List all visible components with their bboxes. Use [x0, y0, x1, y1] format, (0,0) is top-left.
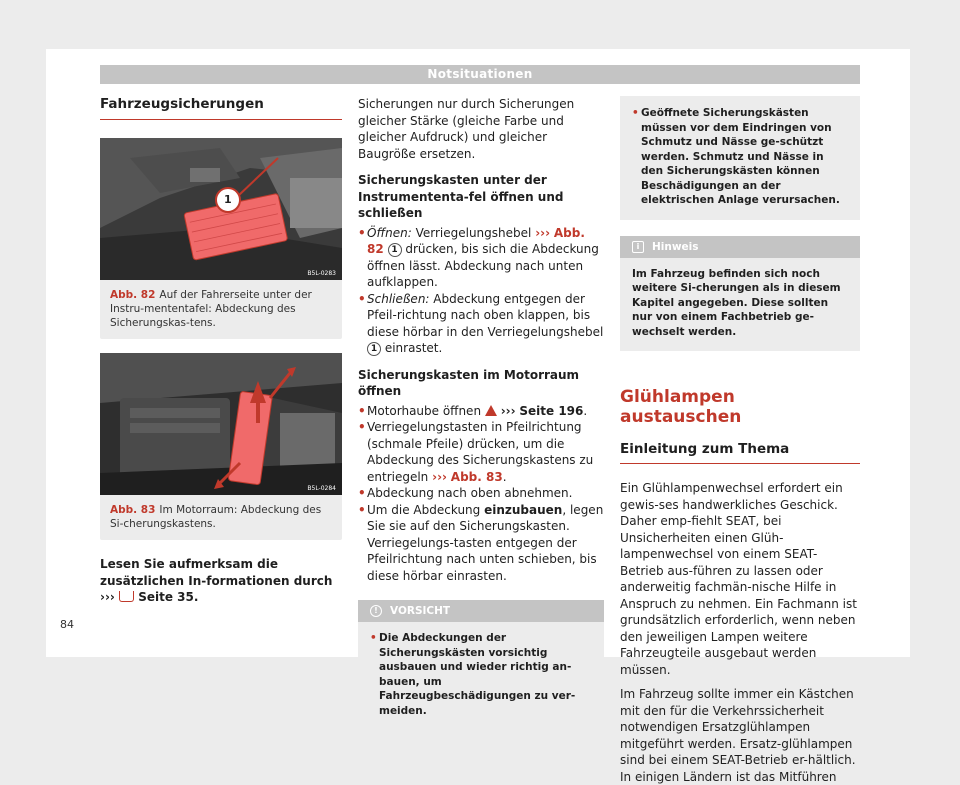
- body-paragraph: Ein Glühlampenwechsel erfordert ein gewis-ses handwerkliches Geschick. Daher emp-fiehlt SEAT, bei Unsicherheiten einen Glüh-lampenwechsel von einem SEAT-Betrieb aus-führen zu lassen oder anderweitig fachmän-nische Hilfe in Anspruch zu nehmen. Ein Fachmann ist grundsätzlich erforderlich, wenn neben den jeweiligen Lampen weitere Fahrzeugteile ausgebaut werden müssen.: [620, 481, 857, 677]
- chapter-header: [100, 65, 860, 84]
- caution-title: VORSICHT: [390, 605, 451, 617]
- page-link[interactable]: Seite 35: [138, 590, 194, 604]
- figure-label: Abb. 82: [110, 289, 156, 301]
- arrow-glyph: ›››: [100, 590, 115, 604]
- book-icon: [119, 591, 134, 602]
- step-close: [358, 291, 604, 357]
- step-install: [358, 502, 604, 585]
- step-text: Um die Abdeckung: [367, 502, 481, 517]
- figure-83: [100, 353, 342, 540]
- punctuation: .: [502, 469, 507, 484]
- punctuation: .: [583, 403, 588, 418]
- caution-box: [358, 600, 604, 730]
- hint-text: Im Fahrzeug befinden sich noch weitere Si-cherungen als in diesem Kapitel angegeben. Diese sollten nur von einem Fachbetrieb ge-wechselt werden.: [632, 267, 841, 338]
- read-more-note: [100, 556, 342, 606]
- read-more-text: Lesen Sie aufmerksam die zusätzlichen In-formationen durch: [100, 557, 333, 588]
- chapter-subtitle: Einleitung zum Thema: [620, 441, 860, 464]
- chapter-header-title: Notsituationen: [427, 67, 533, 81]
- arrow-glyph: ›››: [432, 469, 447, 484]
- caution-item: • Die Abdeckungen der Sicherungskästen vorsichtig ausbauen und wieder richtig an-bauen, um Fahrzeugbeschädigungen zu ver-meiden.: [370, 631, 592, 718]
- fuse-box-engine-photo: [100, 353, 342, 495]
- arrow-glyph: ›››: [535, 225, 551, 240]
- step-emphasis: einzubauen: [484, 502, 563, 517]
- caution-body: [358, 622, 604, 730]
- warning-triangle-icon: [485, 405, 497, 416]
- figure-link[interactable]: Abb. 83: [450, 469, 503, 484]
- figure-caption: [100, 495, 342, 540]
- caution-header: [358, 600, 604, 622]
- figure-code: B5L-0283: [307, 270, 336, 277]
- hint-body: [620, 258, 860, 352]
- heading-engine-fusebox: Sicherungskasten im Motorraum öffnen: [358, 367, 580, 398]
- arrow-glyph: ›››: [500, 403, 516, 418]
- figure-label: Abb. 83: [110, 504, 156, 516]
- step-term: Öffnen:: [367, 225, 412, 240]
- step-term: Schließen:: [367, 291, 430, 306]
- page-link[interactable]: Seite 196: [519, 403, 584, 418]
- hint-title: Hinweis: [652, 240, 699, 253]
- step-hood: [358, 403, 604, 420]
- caution-item: • Geöffnete Sicherungskästen müssen vor dem Eindringen von Schmutz und Nässe ge-schützt werden. Schmutz und Nässe in den Sicherungskästen können Beschädigungen an der elektrischen Anlage verursachen.: [632, 106, 848, 208]
- figure-82: [100, 138, 342, 339]
- step-text: drücken, bis sich die Abdeckung öffnen lässt. Abdeckung nach unten aufklappen.: [367, 242, 599, 289]
- step-text: Verriegelungstasten in Pfeilrichtung (schmale Pfeile) drücken, um die Abdeckung des Sicherungskastens zu entriegeln: [367, 420, 594, 484]
- right-column: [620, 96, 860, 785]
- body-paragraph: Im Fahrzeug sollte immer ein Kästchen mit den für die Verkehrssicherheit notwendigen Ersatzglühlampen mitgeführt werden. Ersatz-glühlampen sind bei einem SEAT-Betrieb er-hältlich. In einigen Ländern ist das Mitführen: [620, 687, 856, 784]
- section-title: Fahrzeugsicherungen: [100, 96, 342, 120]
- figure-link[interactable]: Abb. 82: [367, 225, 585, 256]
- fuse-box-dashboard-photo: [100, 138, 342, 280]
- figure-code: B5L-0284: [307, 485, 336, 492]
- hint-header: [620, 236, 860, 258]
- info-icon: i: [632, 241, 644, 253]
- figure-caption: [100, 280, 342, 339]
- figure-text: Im Motorraum: Abdeckung des Si-cherungskastens.: [110, 504, 322, 530]
- steps-dashboard: [358, 225, 604, 357]
- left-column: [100, 96, 342, 606]
- steps-engine: [358, 403, 604, 585]
- step-text: Abdeckung entgegen der Pfeil-richtung nach oben klappen, bis diese hörbar in den Verriegelungshebel: [367, 291, 604, 339]
- step-remove: • Abdeckung nach oben abnehmen.: [358, 485, 604, 502]
- callout-number: 1: [388, 243, 402, 257]
- page-number: 84: [60, 618, 74, 631]
- heading-dashboard-fusebox: Sicherungskasten unter der Instrumententa-fel öffnen und schließen: [358, 173, 564, 220]
- caution-body: [620, 96, 860, 220]
- step-text: Motorhaube öffnen: [367, 403, 482, 418]
- caution-box-continued: [620, 96, 860, 220]
- figure-text: Auf der Fahrerseite unter der Instru-mententafel: Abdeckung des Sicherungskas-tens.: [110, 289, 312, 329]
- middle-column: [358, 96, 604, 730]
- punctuation: .: [193, 590, 199, 604]
- chapter-title: Glühlampen austauschen: [620, 387, 742, 427]
- step-text: Verriegelungshebel: [415, 225, 532, 240]
- hint-box: [620, 236, 860, 352]
- callout-1: 1: [224, 193, 232, 206]
- step-open: [358, 225, 604, 291]
- intro-paragraph: Sicherungen nur durch Sicherungen gleicher Stärke (gleiche Farbe und gleicher Aufdruck) und gleicher Baugröße ersetzen.: [358, 97, 575, 161]
- step-text: , legen Sie sie auf den Sicherungskasten. Verriegelungs-tasten entgegen der Pfeilrichtung nach unten schieben, bis diese hörbar einrasten.: [367, 502, 604, 583]
- step-text: einrastet.: [384, 341, 443, 355]
- step-unlock: [358, 419, 604, 485]
- caution-icon: !: [370, 605, 382, 617]
- callout-number: 1: [367, 342, 381, 356]
